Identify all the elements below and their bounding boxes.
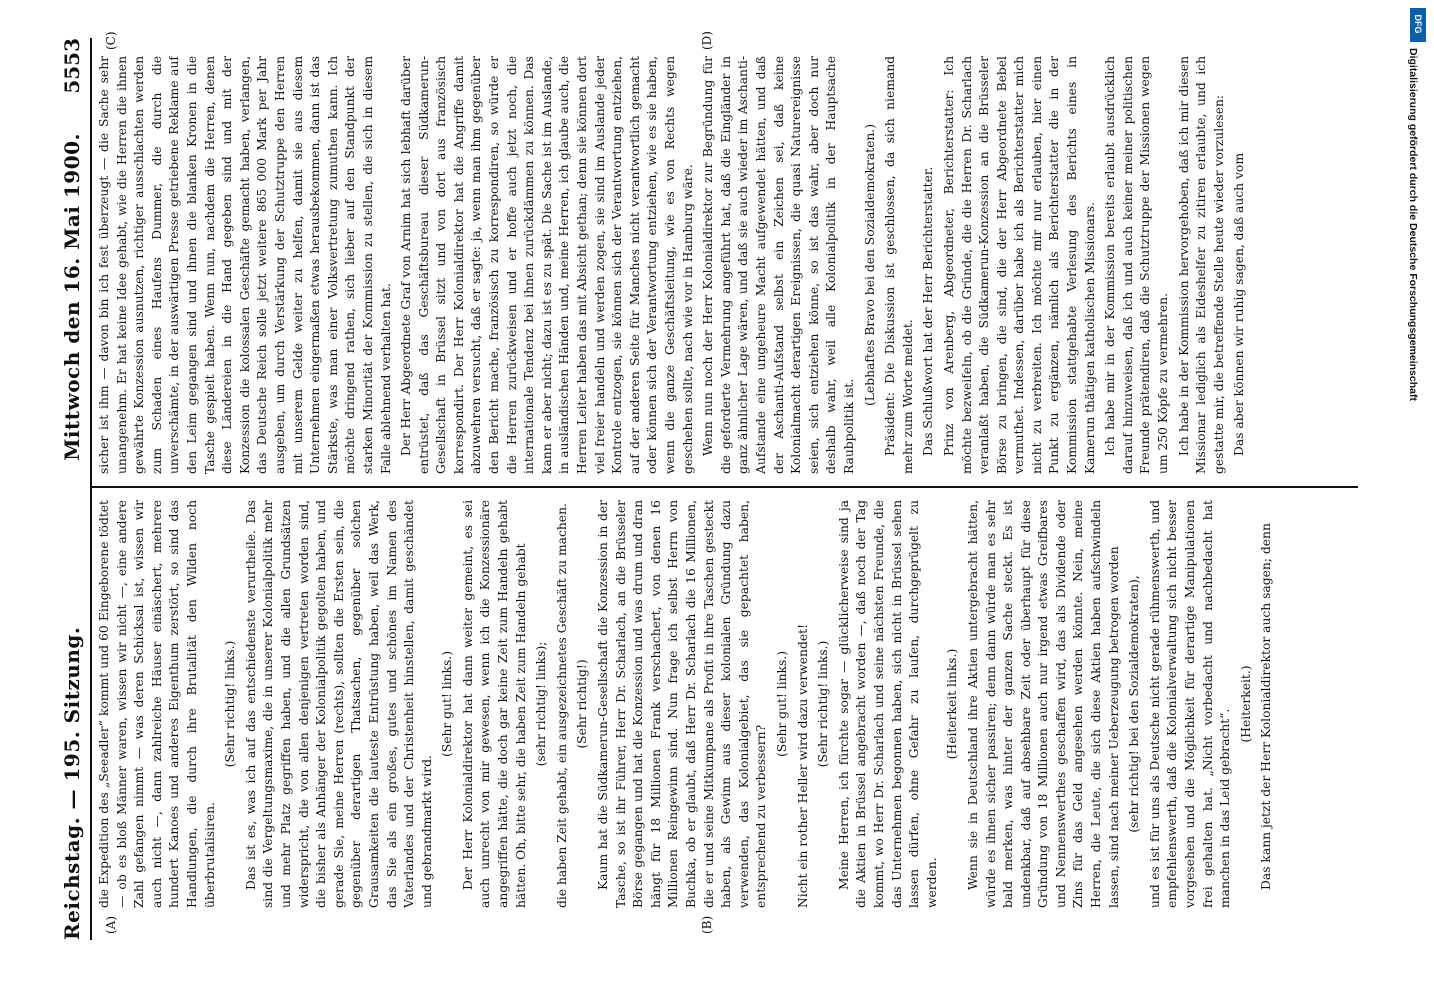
interjection: (sehr richtig! bei den Sozialdemokraten), [1127, 575, 1142, 833]
paragraph: Der Herr Kolonialdirektor hat dann weiter gemeint, es sei auch unrecht von mir gewesen, wenn ich die Konzessionäre angegriffen hätte, die doch gar keine Zeit zum Handeln gehabt hätten. Oh, bitte sehr, die haben Zeit zum Handeln gehabt [460, 500, 528, 908]
paragraph: Wenn sie in Deutschland ihre Aktien untergebracht hätten, würde es ihnen sicher passiren; denn dann würde man es sehr bald merken, was hinter der ganzen Sache steckt. Es ist undenkbar, daß auf absehbare Zeit oder überhaupt für diese Gründung von 18 Millionen auch nur irgend etwas Greifbares und Nennenswerthes geschaffen wird, das als Dividende oder Zins für das Geld angesehen werden könnte. Nein, meine Herren, die Leute, die sich diese Aktien haben aufschwindeln lassen, sind nach meiner Ueberzeugung betrogen worden [965, 500, 1121, 908]
interjection: (Sehr gut! links.) [440, 650, 455, 758]
interjection: (Sehr gut! links.) [774, 650, 789, 758]
margin-marker-b: (B) [700, 915, 714, 934]
paragraph: Prinz von Arenberg, Abgeordneter, Berichterstatter: Ich möchte bezweifeln, ob die Gründe, die die Herren Dr. Scharlach veranlaßt haben, die Südkamerun-Konzession an die Brüsseler Börse zu bringen, die sind, die der Herr Abgeordnete Bebel vermuthet. Indessen, darüber habe ich als Berichterstatter mich nicht zu verbreiten. Ich möchte mir nur erlauben, hier einen Punkt zu ergänzen, nämlich als Berichterstatter die in der Kommission stattgehabte Verlesung des Berichts eines in Kamerun thätigen katholischen Missionars. [941, 56, 1097, 474]
interjection: (Sehr richtig! links.) [816, 640, 831, 768]
paragraph: Das Schlußwort hat der Herr Berichterstatter. [921, 166, 936, 456]
column-divider [90, 486, 1358, 488]
digitization-credit: Digitalisierung gefördert durch die Deutsche Forschungsgemeinschaft [1407, 48, 1419, 401]
paragraph: Ich habe mir in der Kommission bereits erlaubt ausdrücklich darauf hinzuweisen, daß ich und auch keiner meiner politischen Freunde prätendiren, daß die Schutztruppe der Missionen wegen um 250 Köpfe zu vermehren. [1103, 56, 1171, 474]
page-number: 5553 [60, 38, 84, 94]
interjection: (Heiterkeit links.) [945, 648, 960, 760]
margin-marker-a: (A) [104, 915, 118, 934]
interjection: (Heiterkeit.) [1238, 665, 1253, 743]
paragraph: Kaum hat die Südkamerun-Gesellschaft die Konzession in der Tasche, so ist ihr Führer, Herr Dr. Scharlach, an die Brüsseler Börse gegangen und hat die Konzession und was drum und dran hängt für 18 Millionen Frank verschachert, von denen 16 Millionen Reingewinn sind. Nun frage ich selbst Herrn von Buchka, ob er glaubt, daß Herr Dr. Scharlach die 16 Millionen, die er und seine Mitkumpane als Profit in ihre Taschen gesteckt haben, als Gewinn aus dieser kolonialen Gründung dazu verwenden, das Kolonialgebiet, das sie gepachtet haben, entsprechend zu verbessern? [596, 500, 769, 908]
paragraph: Meine Herren, ich fürchte sogar — glücklicherweise sind ja die Aktien in Brüssel angebracht worden —, daß noch der Tag kommt, wo Herr Dr. Scharlach und seine nächsten Freunde, die das Unternehmen begonnen haben, sich nicht in Brüssel sehen lassen dürfen, ohne Gefahr zu laufen, durchgeprügelt zu werden. [836, 500, 939, 908]
digitization-sidebar [1406, 0, 1432, 1000]
left-column [96, 500, 1358, 908]
paragraph: Das kann jetzt der Herr Kolonialdirektor auch sagen; denn [1259, 523, 1274, 890]
paragraph: und es ist für uns als Deutsche nicht gerade rühmenswerth, und empfehlenswerth, daß die Kolonialverwaltung sich nicht besser vorgesehen und die Möglichkeit für derartige Manipulationen frei gehalten hat. „Nicht vorbedacht und nachbedacht hat manchen in das Leid gebracht“. [1147, 500, 1233, 908]
paragraph: die Expedition des „Seeadler“ kommt und 60 Eingeborene tödtet — ob es bloß Männer waren, wissen wir nicht —, eine andere Zahl gefangen nimmt — was deren Schicksal ist, wissen wir auch nicht —, dann zahlreiche Häuser einäschert, mehrere hundert Kanoes und anderes Eigenthum zerstört, so sind das Handlungen, die durch ihre Brutalität den Wilden noch überbrutalisiren. [97, 500, 217, 908]
interjection: (Sehr richtig!) [575, 659, 590, 749]
header-session: Reichstag. — 195. Sitzung. [60, 626, 84, 940]
paragraph: Das aber können wir ruhig sagen, daß auch vom [1232, 153, 1247, 456]
margin-marker-d: (D) [700, 31, 714, 50]
paragraph: sicher ist ihm — davon bin ich fest überzeugt — die Sache sehr unangenehm. Er hat keine Idee gehabt, wie die Herren die ihnen gewährte Konzession ausnutzen, richtiger ausschlachten werden zum Schaden eines Haufens Dummer, die durch die unverschämte, in der auswärtigen Presse getriebene Reklame auf den Leim gegangen sind und ihnen die blanken Kronen in die Tasche gespielt haben. Wenn nun, nachdem die Herren, denen diese Ländereien in die Hand gegeben sind und mit der Konzession die kolossalen Geschäfte gemacht haben, verlangen, das Deutsche Reich solle jetzt weitere 865 000 Mark per Jahr ausgeben, um durch Verstärkung der Schutztruppe den Herren mit unserem Gelde weiter zu helfen, damit sie aus diesem Unternehmen eingermaßen etwas herausbekommen, dann ist das Stärkste, was man einer Volksvertretung zumuthen kann. Ich möchte dringend rathen, sich lieber auf den Standpunkt der starken Minorität der Kommission zu stellen, die sich in diesem Falle ablehnend verhalten hat. [97, 56, 393, 474]
paragraph: Der Herr Abgeordnete Graf von Arnim hat sich lebhaft darüber entrüstet, daß das Geschäftsbureau dieser Südkamerun-Gesellschaft in Brüssel sitzt und von dort aus französisch korrespondirt. Der Herr Kolonialdirektor hat die Angriffe damit abzuwehren versucht, daß er sagte: ja, wenn man ihm gegenüber den Bericht mache, französisch zu korrespondiren, so würde er die Herren zurückweisen und er hoffe auch jetzt noch, die internationale Tendenz bei ihnen zurückdämmen zu können. Das kann er aber nicht; dazu ist es zu spät. Die Sache ist im Auslande, in ausländischen Händen und, meine Herren, ich glaube auch, die Herren Leiter haben das mit Absicht gethan; denn sie können dort viel freier handeln und werden zogen, sie sind im Auslande jeder Kontrole entzogen, sie können sich der Verantwortung entziehen, auf der anderen Seite für Manches nicht verantwortlich gemacht oder können sich der Verantwortung entziehen, wie es sie haben, wenn die ganze Geschäftsleitung, wie es von Rechts wegen geschehen sollte, nach wie vor in Hamburg wäre. [399, 56, 695, 474]
right-column [96, 56, 1358, 474]
paragraph: Präsident: Die Diskussion ist geschlossen, da sich niemand mehr zum Worte meldet. [883, 56, 915, 474]
margin-marker-c: (C) [104, 31, 118, 50]
paragraph: Wenn nun noch der Herr Kolonialdirektor zur Begründung für die geforderte Vermehrung angeführt hat, daß die Eingländer in ganz ähnlicher Lage wären, und daß sie auch wieder im Aschanti-Aufstande eine ungeheure Macht aufgewendet hätten, und daß der Aschanti-Aufstand selbst ein Zeichen sei, daß keine Kolonialmacht derartigen Ereignissen, die quasi Naturereignisse seien, sich entziehen könne, so ist das wahr, aber doch nur deshalb wahr, weil alle Kolonialpolitik in der Hauptsache Raubpolitik ist. [701, 56, 856, 474]
interjection: (Lebhaftes Bravo bei den Sozialdemokraten.) [862, 123, 877, 407]
paragraph: die haben Zeit gehabt, ein ausgezeichnetes Geschäft zu machen. [554, 503, 569, 908]
interjection: (sehr richtig! links); [534, 641, 549, 767]
paragraph: Nicht ein rother Heller wird dazu verwendet! [795, 623, 810, 908]
paragraph: Das ist es, was ich auf das entschiedenste verurtheile. Das sind die Vergeltungsmaxime, die in unserer Kolonialpolitik mehr und mehr Platz gegriffen haben, und die allen Grundsätzen widerspricht, die von allen denjenigen vertreten worden sind, die bisher als Anhänger der Kolonialpolitik gegolten haben, und gerade Sie, meine Herren (rechts), sollten die Ersten sein, die gegenüber derartigen Thatsachen, gegenüber solchen Grausamkeiten die lauteste Entrüstung haben, weil das Werk, das Sie als ein großes, gutes und schönes im Namen des Vaterlandes und der Christenheit hinstellen, damit geschändet und gebrandmarkt wird. [243, 500, 434, 908]
page-header [56, 38, 92, 940]
paragraph: Ich habe in der Kommission hervorgehoben, daß ich mir diesen Missionar lediglich als Eideshelfer zu zitiren erlaubte, und ich gestatte mir, die betreffende Stelle heute wieder vorzulesen: [1176, 56, 1226, 474]
header-date: Mittwoch den 16. Mai 1900. [60, 133, 84, 461]
dfg-logo: DFG [1410, 8, 1426, 42]
interjection: (Sehr richtig! links.) [223, 640, 238, 768]
